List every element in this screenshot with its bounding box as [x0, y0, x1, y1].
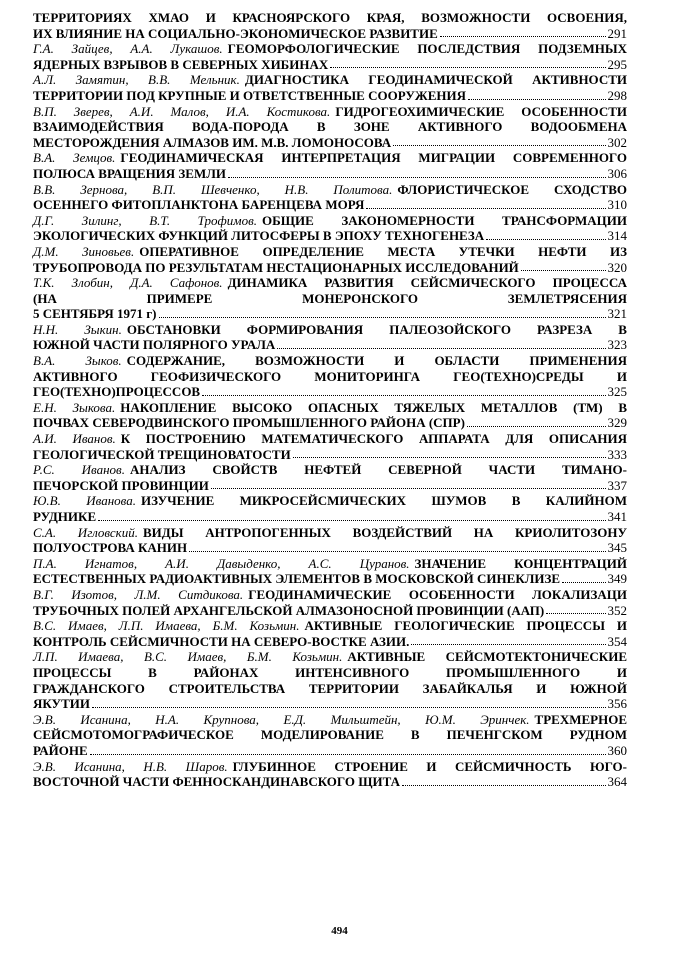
- entry-authors: А.Л. Замятин, В.В. Мельник.: [33, 72, 240, 88]
- toc-entry-line: [33, 275, 627, 291]
- entry-title: ГЕО(ТЕХНО)ПРОЦЕССОВ: [33, 384, 201, 400]
- toc-entry-line: [33, 462, 627, 478]
- toc-entry: [33, 712, 627, 759]
- entry-page-number: 314: [607, 228, 627, 244]
- toc-entry-line: [33, 603, 627, 619]
- entry-title: ОПЕРАТИВНОЕ ОПРЕДЕЛЕНИЕ МЕСТА УТЕЧКИ НЕФТИ ИЗ: [139, 243, 627, 259]
- toc-entry-line: [33, 353, 627, 369]
- entry-authors: Н.Н. Зыкин.: [33, 321, 122, 337]
- dot-leader: [211, 488, 606, 489]
- dot-leader: [546, 613, 605, 614]
- dot-leader: [486, 239, 605, 240]
- toc-entry-line: [33, 743, 627, 759]
- dot-leader: [277, 348, 605, 349]
- toc-entry-line: [33, 759, 627, 775]
- toc-entry: [33, 275, 627, 322]
- toc-entry-line: [33, 712, 627, 728]
- toc-entry-line: [33, 384, 627, 400]
- entry-authors: Т.К. Злобин, Д.А. Сафонов.: [33, 275, 223, 291]
- entry-authors: С.А. Игловский.: [33, 524, 138, 540]
- entry-title: ТРУБОПРОВОДА ПО РЕЗУЛЬТАТАМ НЕСТАЦИОНАРНЫХ ИССЛЕДОВАНИЙ: [33, 259, 519, 275]
- toc-entry-line: [33, 774, 627, 790]
- toc-entry: [33, 556, 627, 587]
- toc-entry-line: [33, 197, 627, 213]
- entry-title: ЭКОЛОГИЧЕСКИХ ФУНКЦИЙ ЛИТОСФЕРЫ В ЭПОХУ ТЕХНОГЕНЕЗА: [33, 228, 485, 244]
- entry-title: ЯКУТИИ: [33, 696, 90, 712]
- toc-entry-line: [33, 649, 627, 665]
- toc-entry: [33, 213, 627, 244]
- entry-title: ПРОЦЕССЫ В РАЙОНАХ ИНТЕНСИВНОГО ПРОМЫШЛЕННОГО И: [33, 664, 627, 680]
- entry-authors: А.И. Иванов.: [33, 431, 116, 447]
- entry-title: ГЛУБИННОЕ СТРОЕНИЕ И СЕЙСМИЧНОСТЬ ЮГО-: [232, 758, 627, 774]
- entry-title: К ПОСТРОЕНИЮ МАТЕМАТИЧЕСКОГО АППАРАТА ДЛЯ ОПИСАНИЯ: [120, 431, 627, 447]
- toc-entry-line: [33, 213, 627, 229]
- toc-entry: [33, 182, 627, 213]
- entry-title: АКТИВНЫЕ СЕЙСМОТЕКТОНИЧЕСКИЕ: [347, 649, 628, 665]
- dot-leader: [159, 317, 606, 318]
- entry-title: ГЕОДИНАМИЧЕСКИЕ ОСОБЕННОСТИ ЛОКАЛИЗАЦИ: [248, 586, 627, 602]
- dot-leader: [440, 36, 606, 37]
- entry-title: ТЕРРИТОРИЯХ ХМАО И КРАСНОЯРСКОГО КРАЯ, ВОЗМОЖНОСТИ ОСВОЕНИЯ,: [33, 10, 627, 25]
- entry-title: ОБЩИЕ ЗАКОНОМЕРНОСТИ ТРАНСФОРМАЦИИ: [261, 212, 627, 228]
- toc-entry-line: [33, 182, 627, 198]
- toc-entry-line: [33, 369, 627, 385]
- entry-authors: В.А. Зыков.: [33, 353, 122, 369]
- entry-title: ПОЧВАХ СЕВЕРОДВИНСКОГО ПРОМЫШЛЕННОГО РАЙОНА (СПР): [33, 415, 465, 431]
- entry-page-number: 321: [607, 306, 627, 322]
- dot-leader: [228, 177, 605, 178]
- toc-entry: [33, 462, 627, 493]
- toc-entry: [33, 618, 627, 649]
- entry-title: ТЕРРИТОРИИ ПОД КРУПНЫЕ И ОТВЕТСТВЕННЫЕ СООРУЖЕНИЯ: [33, 87, 466, 103]
- entry-title: ПОЛУОСТРОВА КАНИН: [33, 540, 188, 556]
- toc-entry-line: [33, 400, 627, 416]
- entry-page-number: 329: [607, 415, 627, 431]
- entry-title: 5 СЕНТЯБРЯ 1971 г): [33, 306, 157, 322]
- entry-title: ГЕОДИНАМИЧЕСКАЯ ИНТЕРПРЕТАЦИЯ МИГРАЦИИ СОВРЕМЕННОГО: [120, 150, 627, 166]
- entry-title: АНАЛИЗ СВОЙСТВ НЕФТЕЙ СЕВЕРНОЙ ЧАСТИ ТИМАНО-: [129, 462, 627, 478]
- toc-entry: [33, 649, 627, 711]
- entry-title: СОДЕРЖАНИЕ, ВОЗМОЖНОСТИ И ОБЛАСТИ ПРИМЕНЕНИЯ: [126, 353, 627, 369]
- toc-entry-line: [33, 493, 627, 509]
- entry-authors: Г.А. Зайцев, А.А. Лукашов.: [33, 41, 223, 57]
- dot-leader: [562, 582, 605, 583]
- entry-title: ГРАЖДАНСКОГО СТРОИТЕЛЬСТВА ТЕРРИТОРИИ ЗАБАЙКАЛЬЯ И ЮЖНОЙ: [33, 680, 627, 696]
- toc-entry-line: [33, 228, 627, 244]
- entry-page-number: 291: [607, 25, 627, 41]
- toc-entry-line: [33, 665, 627, 681]
- toc-entry-line: [33, 540, 627, 556]
- toc-entry: [33, 587, 627, 618]
- entry-page-number: 295: [607, 56, 627, 72]
- entry-page-number: 320: [607, 259, 627, 275]
- entry-page-number: 364: [607, 774, 627, 790]
- dot-leader: [293, 457, 606, 458]
- entry-title: ТРУБОЧНЫХ ПОЛЕЙ АРХАНГЕЛЬСКОЙ АЛМАЗОНОСНОЙ ПРОВИНЦИИ (ААП): [33, 602, 545, 618]
- toc-entry-line: [33, 244, 627, 260]
- dot-leader: [366, 208, 605, 209]
- toc-entry: [33, 493, 627, 524]
- toc-entry-line: [33, 104, 627, 120]
- entry-page-number: 341: [607, 509, 627, 524]
- entry-title: РАЙОНЕ: [33, 742, 88, 758]
- toc-entry-line: [33, 135, 627, 151]
- entry-page-number: 323: [607, 337, 627, 353]
- entry-title: ФЛОРИСТИЧЕСКОЕ СХОДСТВО: [397, 181, 628, 197]
- entry-title: ДИАГНОСТИКА ГЕОДИНАМИЧЕСКОЙ АКТИВНОСТИ: [244, 72, 627, 88]
- entry-authors: Л.П. Имаева, В.С. Имаев, Б.М. Козьмин.: [33, 649, 343, 665]
- entry-authors: Э.В. Исанина, Н.В. Шаров.: [33, 758, 228, 774]
- toc-entry: [33, 322, 627, 353]
- entry-page-number: 354: [607, 633, 627, 649]
- dot-leader: [402, 785, 605, 786]
- toc-entry-line: [33, 509, 627, 525]
- entry-title: ГИДРОГЕОХИМИЧЕСКИЕ ОСОБЕННОСТИ: [335, 103, 627, 119]
- toc-entry-line: [33, 88, 627, 104]
- entry-authors: В.С. Имаев, Л.П. Имаева, Б.М. Козьмин.: [33, 618, 300, 634]
- dot-leader: [330, 67, 605, 68]
- entry-title: МЕСТОРОЖДЕНИЯ АЛМАЗОВ ИМ. М.В. ЛОМОНОСОВА: [33, 134, 392, 150]
- toc-entry: [33, 759, 627, 790]
- entry-page-number: 310: [607, 197, 627, 213]
- toc-entry: [33, 41, 627, 72]
- toc-entry: [33, 104, 627, 151]
- dot-leader: [92, 707, 606, 708]
- toc-entry-line: [33, 72, 627, 88]
- entry-title: ГЕОМОРФОЛОГИЧЕСКИЕ ПОСЛЕДСТВИЯ ПОДЗЕМНЫХ: [227, 41, 628, 57]
- entry-authors: Р.С. Иванов.: [33, 462, 125, 478]
- toc-entry: [33, 353, 627, 400]
- entry-authors: В.П. Зверев, А.И. Малов, И.А. Костикова.: [33, 103, 331, 119]
- entry-title: ТРЕХМЕРНОЕ: [534, 711, 627, 727]
- entry-authors: Э.В. Исанина, Н.А. Крупнова, Е.Д. Мильштейн, Ю.М. Эринчек.: [33, 711, 530, 727]
- entry-title: ЯДЕРНЫХ ВЗРЫВОВ В СЕВЕРНЫХ ХИБИНАХ: [33, 56, 329, 72]
- dot-leader: [468, 99, 606, 100]
- entry-title: ОСЕННЕГО ФИТОПЛАНКТОНА БАРЕНЦЕВА МОРЯ: [33, 197, 365, 213]
- toc-entry-line: [33, 260, 627, 276]
- toc-entry-line: [33, 587, 627, 603]
- toc-entry-line: [33, 571, 627, 587]
- toc-entry-line: [33, 696, 627, 712]
- entry-page-number: 325: [607, 384, 627, 400]
- entry-title: АКТИВНОГО ГЕОФИЗИЧЕСКОГО МОНИТОРИНГА ГЕО(ТЕХНО)СРЕДЫ И: [33, 368, 627, 384]
- entry-authors: В.А. Земцов.: [33, 150, 116, 166]
- toc-entry-line: [33, 525, 627, 541]
- table-of-contents: [33, 10, 627, 790]
- entry-title: ДИНАМИКА РАЗВИТИЯ СЕЙСМИЧЕСКОГО ПРОЦЕССА: [227, 275, 627, 291]
- dot-leader: [202, 395, 605, 396]
- entry-title: ПОЛЮСА ВРАЩЕНИЯ ЗЕМЛИ: [33, 165, 227, 181]
- toc-entry-line: [33, 26, 627, 42]
- toc-entry-line: [33, 478, 627, 494]
- entry-title: ОБСТАНОВКИ ФОРМИРОВАНИЯ ПАЛЕОЗОЙСКОГО РАЗРЕЗА В: [126, 321, 627, 337]
- toc-entry-line: [33, 166, 627, 182]
- entry-page-number: 349: [607, 571, 627, 587]
- toc-entry-line: [33, 119, 627, 135]
- toc-entry-line: [33, 618, 627, 634]
- entry-title: СЕЙСМОТОМОГРАФИЧЕСКОЕ МОДЕЛИРОВАНИЕ В ПЕЧЕНГСКОМ РУДНОМ: [33, 727, 627, 743]
- entry-title: РУДНИКЕ: [33, 509, 97, 524]
- entry-title: (НА ПРИМЕРЕ МОНЕРОНСКОГО ЗЕМЛЕТРЯСЕНИЯ: [33, 290, 627, 306]
- entry-title: ЕСТЕСТВЕННЫХ РАДИОАКТИВНЫХ ЭЛЕМЕНТОВ В МОСКОВСКОЙ СИНЕКЛИЗЕ: [33, 571, 561, 587]
- entry-title: ЮЖНОЙ ЧАСТИ ПОЛЯРНОГО УРАЛА: [33, 337, 276, 353]
- toc-entry-line: [33, 634, 627, 650]
- dot-leader: [189, 551, 605, 552]
- dot-leader: [467, 426, 606, 427]
- toc-entry: [33, 400, 627, 431]
- entry-page-number: 345: [607, 540, 627, 556]
- dot-leader: [411, 644, 605, 645]
- page-number: 494: [331, 925, 348, 937]
- toc-entry: [33, 244, 627, 275]
- dot-leader: [521, 270, 606, 271]
- entry-title: ИХ ВЛИЯНИЕ НА СОЦИАЛЬНО-ЭКОНОМИЧЕСКОЕ РАЗВИТИЕ: [33, 25, 438, 41]
- entry-page-number: 356: [607, 696, 627, 712]
- entry-title: ВИДЫ АНТРОПОГЕННЫХ ВОЗДЕЙСТВИЙ НА КРИОЛИТОЗОНУ: [143, 524, 627, 540]
- entry-authors: П.А. Игнатов, А.И. Давыденко, А.С. Цуранов.: [33, 555, 410, 571]
- entry-title: НАКОПЛЕНИЕ ВЫСОКО ОПАСНЫХ ТЯЖЕЛЫХ МЕТАЛЛОВ (ТМ) В: [120, 399, 627, 415]
- toc-entry-line: [33, 291, 627, 307]
- entry-page-number: 360: [607, 742, 627, 758]
- dot-leader: [90, 754, 606, 755]
- toc-entry: [33, 431, 627, 462]
- dot-leader: [393, 145, 605, 146]
- entry-title: ИЗУЧЕНИЕ МИКРОСЕЙСМИЧЕСКИХ ШУМОВ В КАЛИЙНОМ: [140, 493, 627, 509]
- toc-entry-line: [33, 681, 627, 697]
- entry-title: ВОСТОЧНОЙ ЧАСТИ ФЕННОСКАНДИНАВСКОГО ЩИТА: [33, 774, 401, 790]
- toc-entry-line: [33, 337, 627, 353]
- toc-entry-line: [33, 306, 627, 322]
- toc-entry-line: [33, 727, 627, 743]
- toc-entry-line: [33, 57, 627, 73]
- entry-authors: Ю.В. Иванова.: [33, 493, 136, 509]
- toc-entry-line: [33, 447, 627, 463]
- entry-title: ЗНАЧЕНИЕ КОНЦЕНТРАЦИЙ: [414, 555, 627, 571]
- entry-title: ГЕОЛОГИЧЕСКОЙ ТРЕЩИНОВАТОСТИ: [33, 446, 291, 462]
- toc-entry-line: [33, 415, 627, 431]
- toc-entry-line: [33, 150, 627, 166]
- entry-page-number: 306: [607, 165, 627, 181]
- toc-entry: [33, 10, 627, 41]
- entry-title: ПЕЧОРСКОЙ ПРОВИНЦИИ: [33, 477, 209, 493]
- entry-authors: Е.Н. Зыкова.: [33, 399, 116, 415]
- entry-page-number: 352: [607, 602, 627, 618]
- toc-entry-line: [33, 41, 627, 57]
- entry-title: АКТИВНЫЕ ГЕОЛОГИЧЕСКИЕ ПРОЦЕССЫ И: [304, 618, 627, 634]
- toc-entry: [33, 150, 627, 181]
- entry-authors: Д.Г. Зилинг, В.Т. Трофимов.: [33, 212, 257, 228]
- entry-page-number: 337: [607, 477, 627, 493]
- entry-page-number: 333: [607, 446, 627, 462]
- entry-title: ВЗАИМОДЕЙСТВИЯ ВОДА-ПОРОДА В ЗОНЕ АКТИВНОГО ВОДООБМЕНА: [33, 119, 627, 135]
- entry-authors: В.В. Зернова, В.П. Шевченко, Н.В. Политова.: [33, 181, 393, 197]
- toc-entry-line: [33, 10, 627, 26]
- toc-entry-line: [33, 322, 627, 338]
- dot-leader: [98, 520, 605, 521]
- toc-entry-line: [33, 431, 627, 447]
- toc-entry-line: [33, 556, 627, 572]
- toc-entry: [33, 72, 627, 103]
- entry-authors: Д.М. Зиновьев.: [33, 243, 135, 259]
- entry-title: КОНТРОЛЬ СЕЙСМИЧНОСТИ НА СЕВЕРО-ВОСТКЕ АЗИИ.: [33, 633, 410, 649]
- entry-page-number: 302: [607, 134, 627, 150]
- entry-authors: В.Г. Изотов, Л.М. Ситдикова.: [33, 586, 244, 602]
- entry-page-number: 298: [607, 87, 627, 103]
- toc-entry: [33, 525, 627, 556]
